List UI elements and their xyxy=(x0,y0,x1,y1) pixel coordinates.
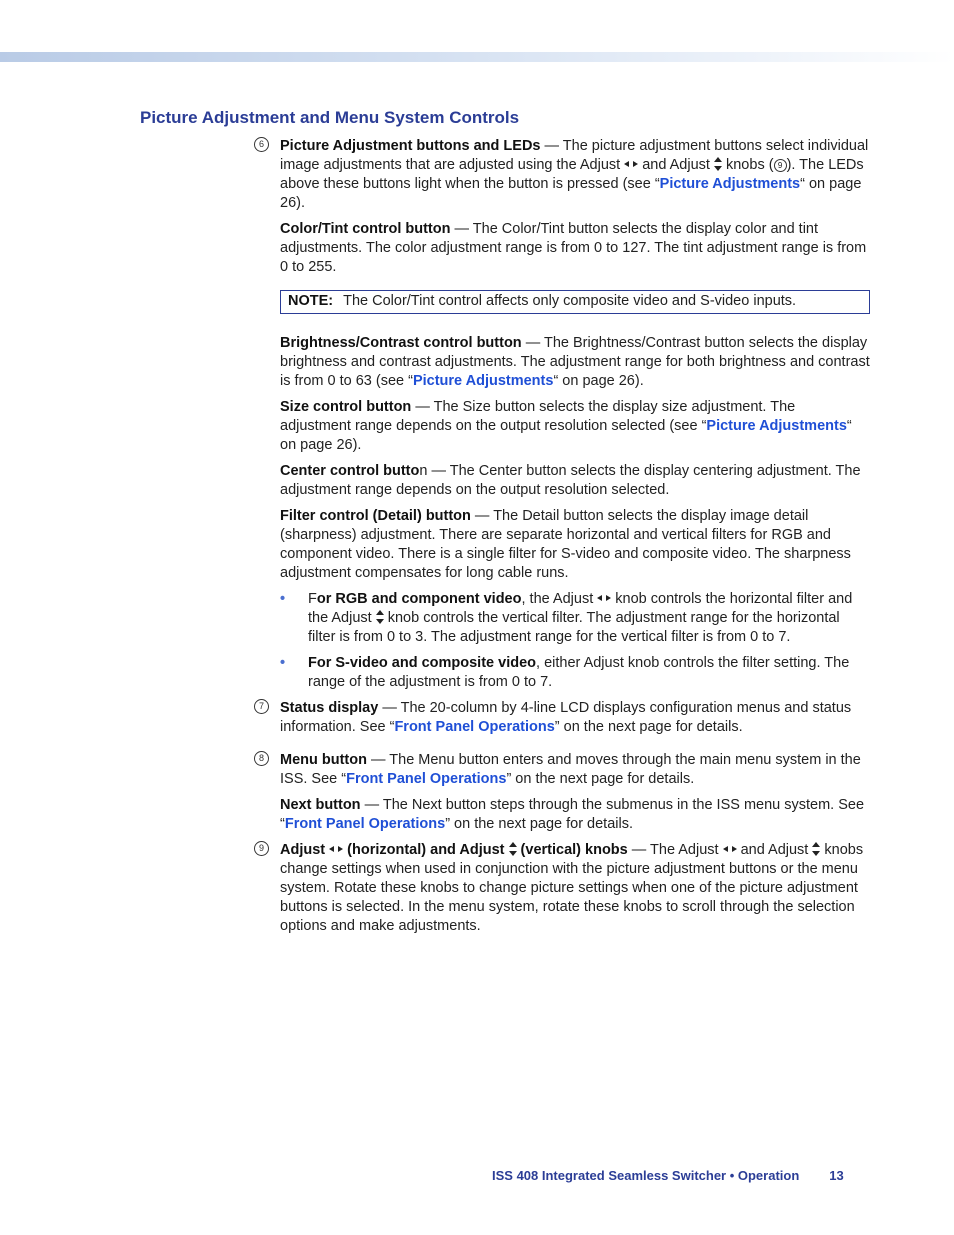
section-title: Picture Adjustment and Menu System Controls xyxy=(140,108,520,127)
up-down-arrows-icon xyxy=(509,842,517,856)
left-right-arrows-icon xyxy=(597,594,611,603)
front-panel-operations-link[interactable]: Front Panel Operations xyxy=(394,719,555,735)
page-footer xyxy=(492,1168,844,1183)
center-control-item: Center control button — The Center button selects the display centering adjustment. The adjustment range depends on the output resolution selected. xyxy=(280,463,861,498)
front-panel-operations-link[interactable]: Front Panel Operations xyxy=(284,816,446,832)
left-right-arrows-icon xyxy=(329,845,343,854)
color-tint-item: Color/Tint control button — The Color/Tint button selects the display color and tint adjustments. The color adjustment range is from 0 to 127. The tint adjustment range is from 0 to 255. xyxy=(280,221,867,275)
note-text: The Color/Tint control affects only composite video and S-video inputs. xyxy=(343,293,797,309)
item-title: Color/Tint control button xyxy=(280,221,451,237)
note-box xyxy=(280,290,870,314)
next-button-item: Next button — The Next button steps through the submenus in the ISS menu system. See “Front Panel Operations” on the next page for details. xyxy=(280,797,865,832)
up-down-arrows-icon xyxy=(376,610,384,624)
bullet-icon: • xyxy=(280,591,286,607)
menu-button-item: 8 Menu button — The Menu button enters and moves through the main menu system in the ISS. See “Front Panel Operations” on the next page for details. xyxy=(280,751,870,789)
item-title: Next button xyxy=(280,797,361,813)
callout-9-icon: 9 xyxy=(254,841,269,856)
size-control-item: Size control button — The Size button selects the display size adjustment. The adjustment range depends on the output resolution selected (see “Picture Adjustments“ on page 26). xyxy=(280,399,852,453)
list-item: • For RGB and component video, the Adjust knob controls the horizontal filter and the Adjust knob controls the vertical filter. The adjustment range for the horizontal filter is from 0 to 3. The adjustment range for the vertical filter is from 0 to 7. xyxy=(280,591,853,645)
picture-adjustments-link[interactable]: Picture Adjustments xyxy=(412,373,554,389)
callout-8-icon: 8 xyxy=(254,751,269,766)
brightness-contrast-item: Brightness/Contrast control button — The Brightness/Contrast button selects the display brightness and contrast adjustments. The adjustment range for both brightness and contrast is from 0 to 63 (see “Picture Adjustments“ on page 26). xyxy=(280,335,870,389)
adjust-knobs-item: 9 Adjust (horizontal) and Adjust (vertical) knobs — The Adjust and Adjust knobs change settings when used in conjunction with the picture adjustment buttons or the menu system. Rotate these knobs to change picture settings when one of the picture adjustment buttons is selected. In the menu system, rotate these knobs to scroll through the selection options and make adjustments. xyxy=(280,841,870,936)
left-right-arrows-icon xyxy=(624,160,638,169)
item-title: Picture Adjustment buttons and LEDs xyxy=(280,138,541,154)
footer-text: ISS 408 Integrated Seamless Switcher • Operation xyxy=(492,1168,800,1183)
item-title: Brightness/Contrast control button xyxy=(280,335,522,351)
left-right-arrows-icon xyxy=(723,845,737,854)
front-panel-operations-link[interactable]: Front Panel Operations xyxy=(346,771,507,787)
up-down-arrows-icon xyxy=(714,157,722,171)
callout-6-icon: 6 xyxy=(254,137,269,152)
up-down-arrows-icon xyxy=(812,842,820,856)
callout-9-icon: 9 xyxy=(774,159,787,172)
filter-control-item: Filter control (Detail) button — The Detail button selects the display image detail (sharpness) adjustment. There are separate horizontal and vertical filters for RGB and component video. There is a single filter for S-video and composite video. The sharpness adjustment compensates for long cable runs. xyxy=(280,508,851,581)
bullet-icon: • xyxy=(280,655,286,671)
page-number: 13 xyxy=(829,1168,844,1183)
item-title: Filter control (Detail) button xyxy=(280,508,471,524)
item-title: Size control button xyxy=(280,399,412,415)
header-gradient-bar xyxy=(0,52,954,62)
status-display-item: 7 Status display — The 20-column by 4-line LCD displays configuration menus and status information. See “Front Panel Operations” on the next page for details. xyxy=(280,699,870,737)
list-item: • For S-video and composite video, either Adjust knob controls the filter setting. The range of the adjustment is from 0 to 7. xyxy=(280,655,850,690)
picture-adjustment-buttons-item: 6 Picture Adjustment buttons and LEDs — The picture adjustment buttons select individual image adjustments that are adjusted using the Adjust and Adjust knobs ( 9 ). The LEDs above these buttons light when the button is pressed (see “Picture Adjustments“ on page 26). xyxy=(280,137,870,213)
item-title: Menu button xyxy=(280,752,367,768)
picture-adjustments-link[interactable]: Picture Adjustments xyxy=(706,418,847,434)
picture-adjustments-link[interactable]: Picture Adjustments xyxy=(659,176,801,192)
content xyxy=(258,137,870,943)
item-title: Center control butto xyxy=(280,463,420,479)
note-label: NOTE: xyxy=(288,293,334,309)
callout-7-icon: 7 xyxy=(254,699,269,714)
item-title: Status display xyxy=(280,700,379,716)
